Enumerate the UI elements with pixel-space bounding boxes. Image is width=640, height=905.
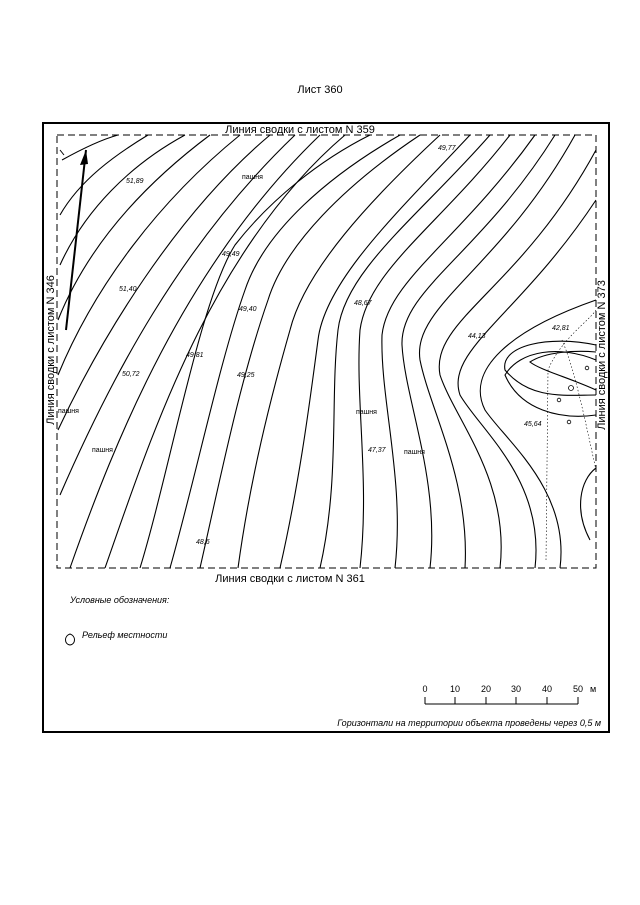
place-label: пашня	[356, 409, 377, 416]
place-label: пашня	[404, 449, 425, 456]
elevation-label: 51,89	[126, 178, 144, 185]
elevation-label: 42,81	[552, 325, 570, 332]
relief-legend-icon	[66, 634, 75, 645]
contour-interval-note: Горизонтали на территории объекта проведены через 0,5 м	[337, 718, 601, 728]
scale-tick-label: 50	[572, 684, 584, 694]
elevation-label: 49,49	[222, 251, 240, 258]
contour-line	[458, 200, 596, 568]
contour-line	[530, 351, 596, 390]
place-label: пашня	[242, 174, 263, 181]
right-border-label: Линия сводки с листом N 373	[596, 280, 608, 430]
scale-tick-label: 0	[422, 684, 428, 694]
contour-line	[402, 135, 555, 568]
elevation-label: 44,13	[468, 333, 486, 340]
place-label: пашня	[58, 408, 79, 415]
contour-line	[60, 135, 185, 265]
contour-line	[320, 135, 490, 568]
scale-bar	[422, 684, 596, 704]
contour-line	[439, 150, 596, 568]
elevation-label: 49,40	[239, 306, 257, 313]
relief-symbol	[567, 420, 571, 424]
contour-line	[58, 135, 270, 430]
contour-line	[200, 135, 420, 568]
legend-title: Условные обозначения:	[70, 595, 170, 605]
contour-line	[58, 135, 240, 375]
elevation-label: 50,72	[122, 371, 140, 378]
scale-tick-label: 10	[449, 684, 461, 694]
sheet-title: Лист 360	[297, 84, 343, 96]
elevation-label: 49,77	[438, 145, 456, 152]
elevation-labels	[119, 145, 570, 546]
scale-tick-label: 30	[510, 684, 522, 694]
place-labels	[58, 174, 425, 456]
contour-line	[60, 135, 295, 495]
relief-symbol	[569, 386, 574, 391]
contour-line	[382, 135, 535, 568]
elevation-label: 49,25	[237, 372, 255, 379]
elevation-label: 48,67	[354, 300, 372, 307]
relief-legend-label: Рельеф местности	[82, 630, 168, 640]
contour-lines	[58, 135, 596, 568]
scale-tick-label: 20	[480, 684, 492, 694]
bottom-border-label: Линия сводки с листом N 361	[215, 573, 365, 585]
place-label: пашня	[92, 447, 113, 454]
elevation-label: 45,64	[524, 421, 542, 428]
left-border-label: Линия сводки с листом N 346	[45, 275, 57, 425]
contour-line	[581, 468, 596, 540]
contour-line	[62, 135, 118, 160]
contour-line	[60, 135, 148, 215]
elevation-label: 48,6	[196, 539, 210, 546]
relief-symbol	[557, 398, 561, 402]
elevation-label: 49,81	[186, 352, 204, 359]
elevation-label: 47,37	[368, 447, 386, 454]
scale-tick-label: 40	[541, 684, 553, 694]
scale-unit: м	[590, 684, 597, 694]
contour-line	[505, 341, 596, 395]
north-arrow	[60, 150, 88, 330]
dotted-lines	[546, 310, 596, 560]
contour-line	[480, 300, 596, 568]
contour-line	[140, 135, 370, 568]
map-boundary	[57, 135, 596, 568]
dotted-line	[562, 340, 596, 470]
contour-line	[238, 135, 440, 568]
elevation-label: 51,40	[119, 286, 137, 293]
relief-symbol	[585, 366, 589, 370]
top-border-label: Линия сводки с листом N 359	[225, 124, 375, 136]
